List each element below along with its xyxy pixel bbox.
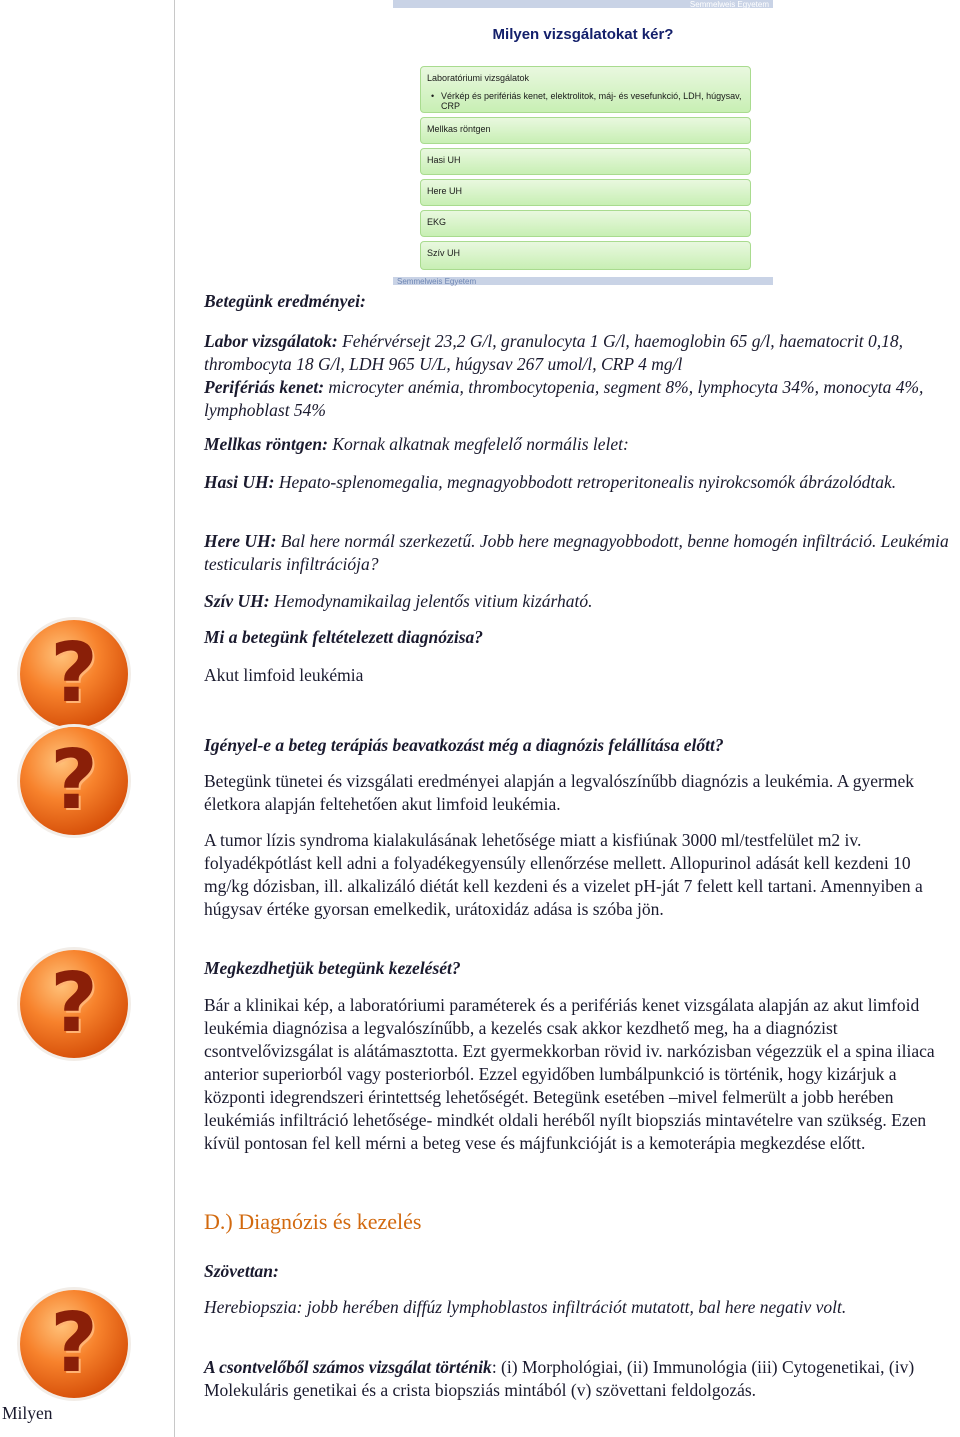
labor-text: Fehérvérsejt 23,2 G/l, granulocyta 1 G/l, haemoglobin 65 g/l, haematocrit 0,18, thrombocyta 18 G/l, LDH 965 U/L, húgysav 267 umol/l, CRP 4 mg/l — [204, 331, 903, 374]
sziv-label: Szív UH: — [204, 591, 270, 611]
here-label: Here UH: — [204, 531, 277, 551]
answer-intervention-p2: A tumor lízis syndroma kialakulásának lehetősége miatt a kisfiúnak 3000 ml/testfelület m2 iv. folyadékpótlást kell adni a folyadékegyensúly ellenőrzése mellett. Allopurinol adását kell kezdeni 10 mg/kg dózisban, ill. alkalizáló diétát kell kezdeni és a vizelet pH-ját 7 felett kell tartani. Amennyiben a húgysav értéke gyorsan emelkedik, urátoxidáz adása is szóba jön. — [204, 830, 923, 919]
herebiopszia-label: Herebiopszia: — [204, 1297, 303, 1317]
slide-title: Milyen vizsgálatokat kér? — [492, 26, 674, 43]
csontvelo-text: : (i) Morphológiai, (ii) Immunológia (iii) Cytogenetikai, (iv) Molekuláris genetikai és a crista biopsziás mintából (v) szövettani feldolgozás. — [204, 1357, 915, 1400]
sziv-text: Hemodynamikailag jelentős vitium kizárható. — [269, 591, 593, 611]
herebiopszia-result — [204, 1296, 956, 1319]
labor-label: Labor vizsgálatok: — [204, 331, 338, 351]
csontvelo-paragraph — [204, 1356, 956, 1402]
question-mark-icon: ? — [20, 950, 128, 1058]
slide-item-label: Laboratóriumi vizsgálatok — [427, 73, 530, 83]
answer-treatment: Bár a klinikai kép, a laboratóriumi paraméterek és a perifériás kenet vizsgálata alapján az akut limfoid leukémia diagnózisa a legvalószínűbb, a kezelés csak akkor kezdhető meg, ha a diagnózist csontvelővizsgálat is alátámasztotta. Ezt gyermekkorban rövid iv. narkózisban végezzük el a spina iliaca anterior superiorból vagy posteriorból. Ezzel egyidőben lumbálpunkció is történik, hogy kizárjuk a központi idegrendszeri érintettség lehetőségét. Betegünk esetében –mivel felmerült a jobb herében leukémiás infiltráció lehetősége- mindkét oldali heréből nyílt biopsziás mintavételre van szükség. Ezen kívül pontosan fel kell mérni a beteg vese és májfunkcióját is a kemoterápia megkezdése előtt. — [204, 995, 935, 1153]
hasi-text: Hepato-splenomegalia, megnagyobbodott retroperitonealis nyirokcsomók ábrázolódtak. — [274, 472, 897, 492]
results-block — [204, 330, 956, 422]
section-d-heading: D.) Diagnózis és kezelés — [204, 1209, 422, 1234]
szovettan-label: Szövettan: — [204, 1261, 279, 1281]
mellkas-text: Kornak alkatnak megfelelő normális lelet: — [327, 434, 629, 454]
slide-item-here — [420, 179, 751, 206]
slide-item-label: Here UH — [427, 186, 463, 196]
slide-item-mellkas — [420, 117, 751, 144]
slide-brand-bottom: Semmelweis Egyetem — [397, 277, 477, 286]
slide-item-label: Szív UH — [427, 248, 461, 258]
slide-item-label: Hasi UH — [427, 155, 461, 165]
mellkas-label: Mellkas röntgen: — [204, 434, 328, 454]
footer-word: Milyen — [2, 1403, 53, 1423]
question-mark-icon: ? — [20, 1290, 128, 1398]
question-intervention: Igényel-e a beteg terápiás beavatkozást még a diagnózis felállítása előtt? — [204, 735, 724, 755]
periferias-label: Perifériás kenet: — [204, 377, 325, 397]
slide-item-sziv — [420, 241, 751, 270]
slide-item-ekg — [420, 210, 751, 237]
slide-item-labor — [420, 66, 751, 113]
slide-item-hasi — [420, 148, 751, 175]
here-text: Bal here normál szerkezetű. Jobb here megnagyobbodott, benne homogén infiltráció. Leukémia testicularis infiltrációja? — [204, 531, 949, 574]
mellkas-result — [204, 433, 956, 456]
answer-diagnosis: Akut limfoid leukémia — [204, 665, 364, 685]
csontvelo-label: A csontvelőből számos vizsgálat történik — [204, 1357, 492, 1377]
periferias-text: microcyter anémia, thrombocytopenia, segment 8%, lymphocyta 34%, monocyta 4%, lymphoblast 54% — [204, 377, 924, 420]
question-mark-icon: ? — [20, 727, 128, 835]
slide-item-label: Mellkas röntgen — [427, 124, 491, 134]
answer-intervention-p1: Betegünk tünetei és vizsgálati eredményei alapján a legvalószínűbb diagnózis a leukémia. A gyermek életkora alapján feltehetően akut limfoid leukémia. — [204, 771, 914, 814]
slide-brand-top: Semmelweis Egyetem — [689, 0, 769, 9]
labor-result — [204, 330, 956, 376]
here-result — [204, 530, 956, 576]
page-divider — [174, 0, 175, 1437]
slide-item-label: EKG — [427, 217, 447, 227]
results-heading: Betegünk eredményei: — [204, 291, 366, 311]
question-treatment: Megkezdhetjük betegünk kezelését? — [204, 958, 461, 978]
sziv-result — [204, 590, 956, 613]
slide-item-sub: • Vérkép és perifériás kenet, elektrolitok, máj- és vesefunkció, LDH, húgysav, CRP — [427, 91, 744, 111]
hasi-label: Hasi UH: — [204, 472, 275, 492]
question-diagnosis: Mi a betegünk feltételezett diagnózisa? — [204, 627, 484, 647]
question-mark-icon: ? — [20, 620, 128, 728]
periferias-result — [204, 376, 956, 422]
hasi-result — [204, 471, 956, 494]
slide-image — [393, 0, 773, 285]
herebiopszia-text: jobb herében diffúz lymphoblastos infiltrációt mutatott, bal here negativ volt. — [302, 1297, 847, 1317]
